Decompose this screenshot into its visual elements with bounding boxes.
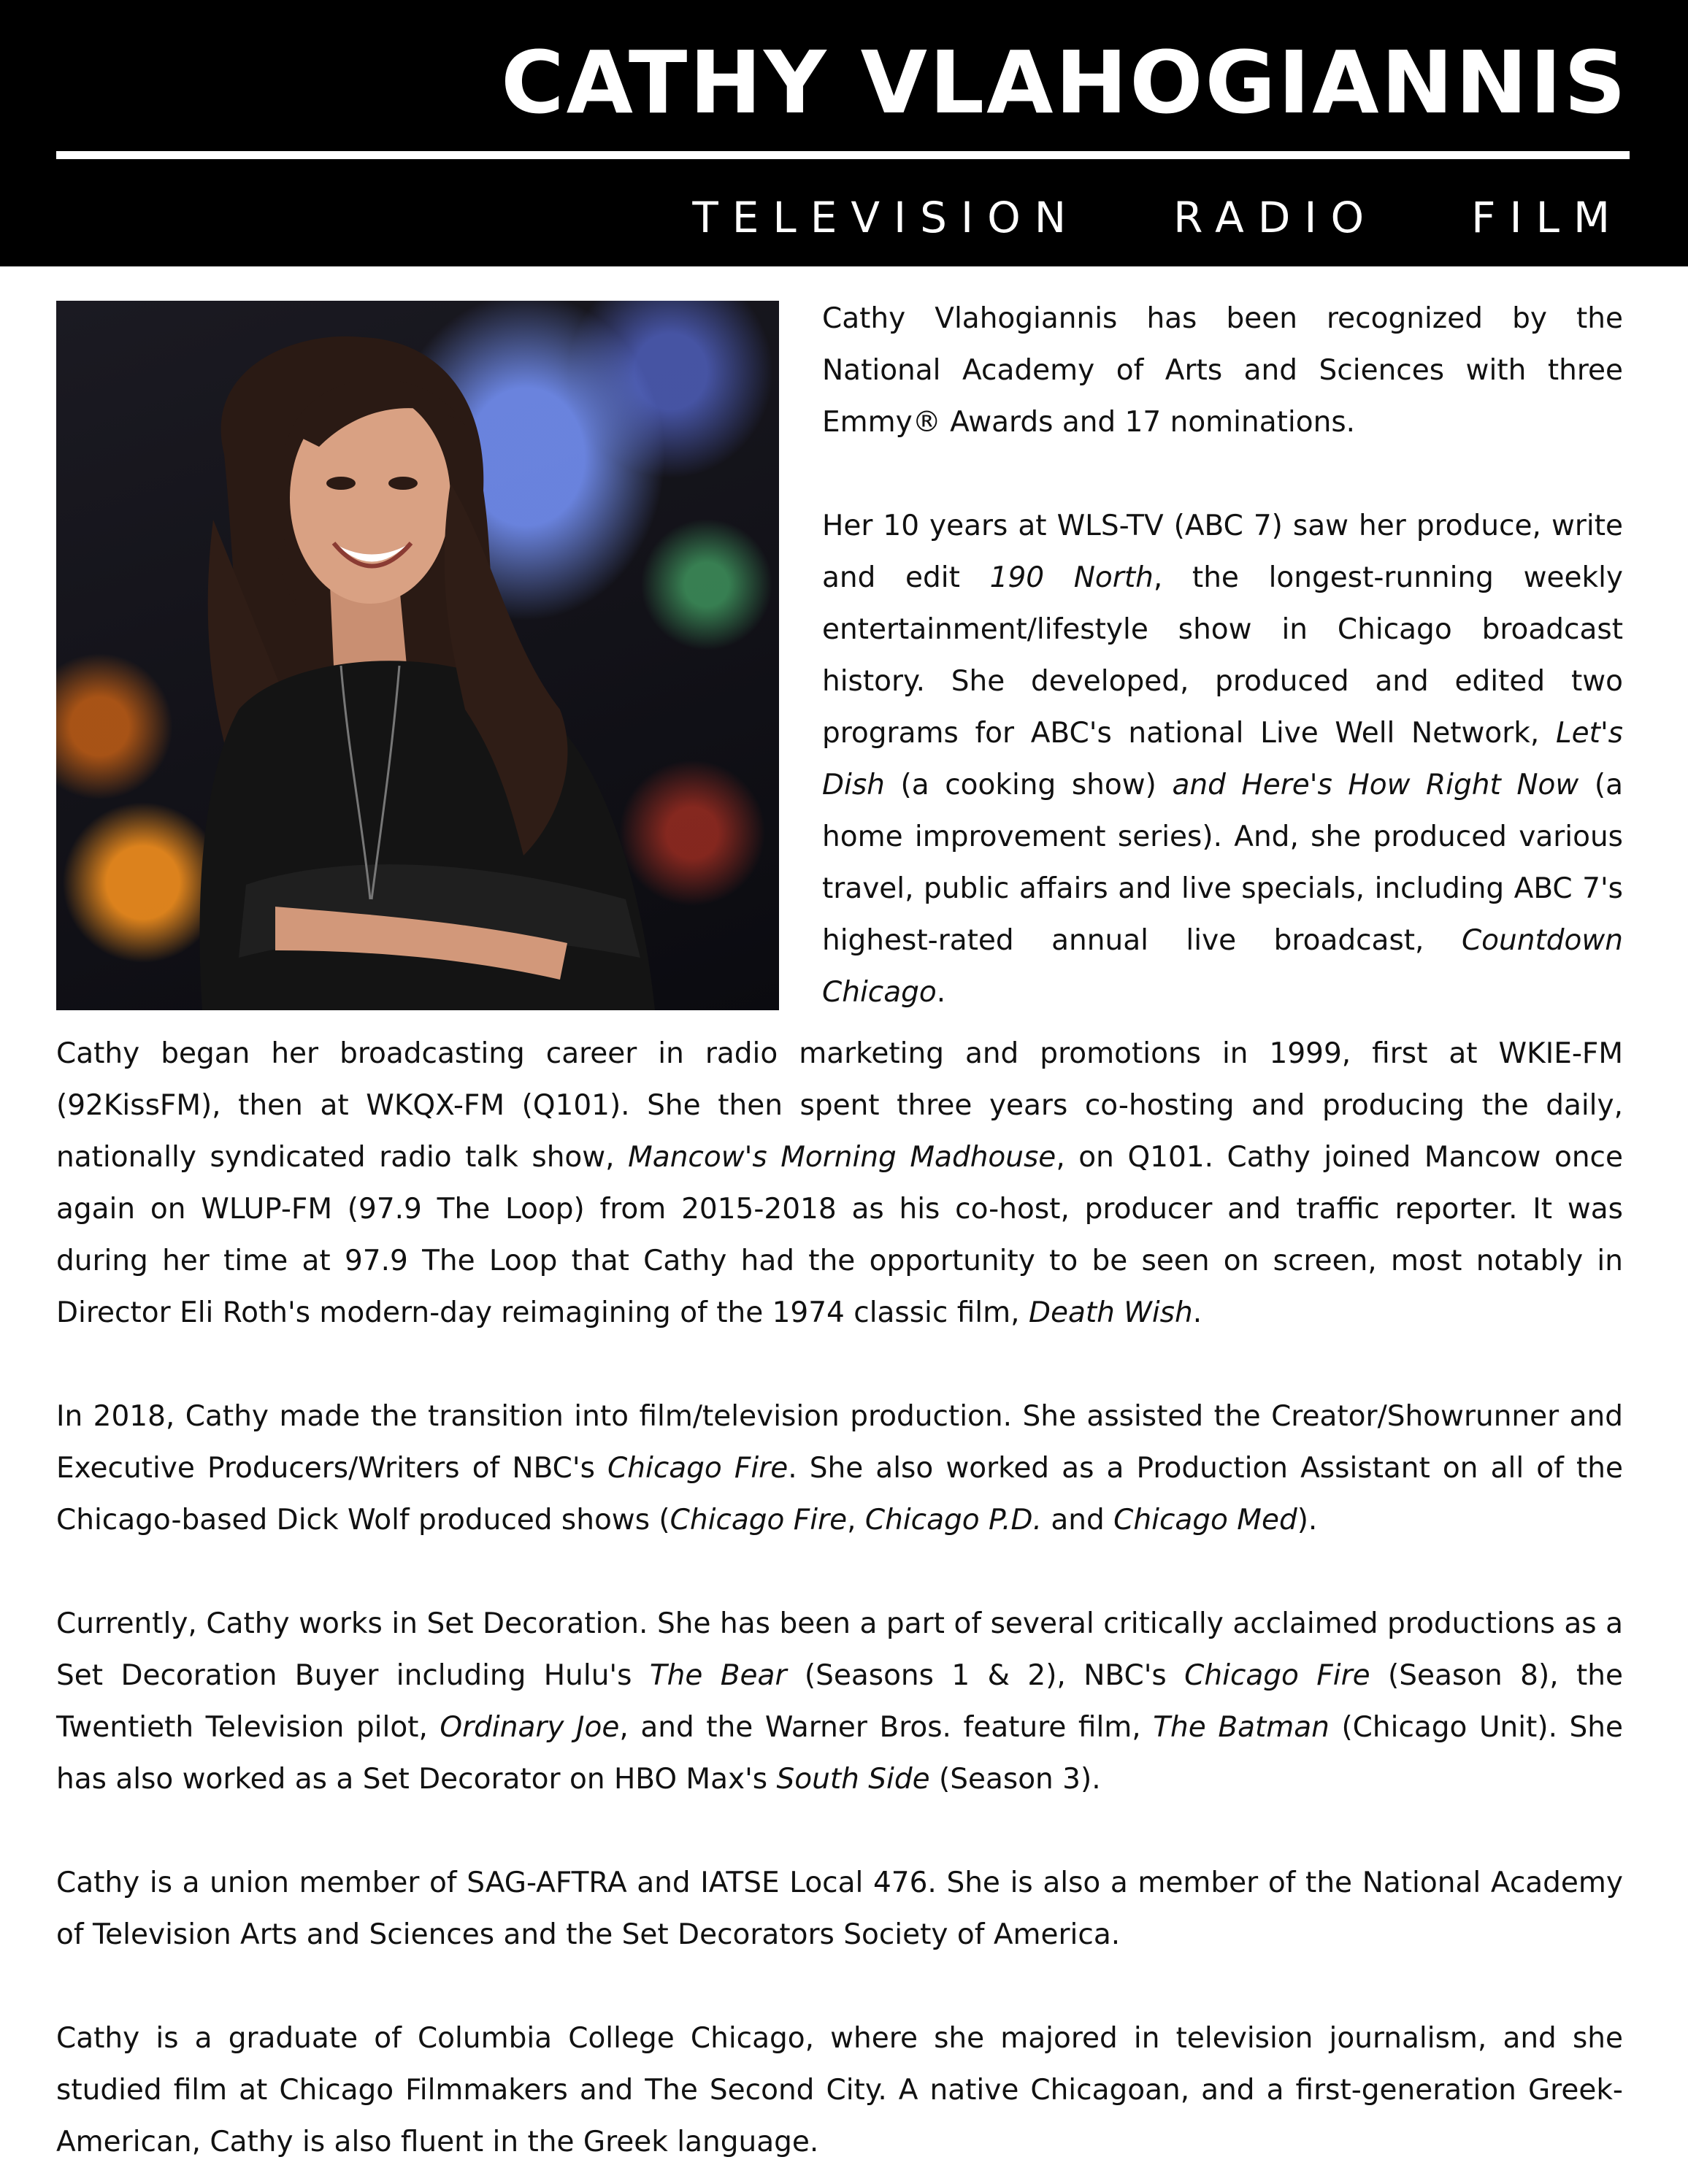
film-title: Death Wish [1028, 1296, 1193, 1329]
setdec-text-2: (Seasons 1 & 2), NBC's [786, 1659, 1185, 1692]
disciplines-list [692, 188, 1624, 247]
radio-text-3: . [1192, 1296, 1202, 1329]
radio-text-1: Cathy began her broadcasting career in radio marketing and promotions in 1999, first at WKIE-FM (92KissFM), then at WKQX-FM (Q101). She then spent three years co-hosting and producing the daily, nationally syndicated radio talk show, [56, 1037, 1623, 1174]
wls-text-4: (a home improvement series). And, she produced various travel, public affairs and live specials, including ABC 7's highest-rated annual live broadcast, [822, 769, 1623, 957]
portrait-photo [56, 301, 779, 1010]
bio-paragraph-awards [822, 293, 1623, 448]
show-title: Countdown Chicago [822, 924, 1623, 1009]
education-text: Cathy is a graduate of Columbia College Chicago, where she majored in television journalism, and she studied film at Chicago Filmmakers and The Second City. A native Chicagoan, and a first-generation Greek-American, Cathy is also fluent in the Greek language. [56, 2022, 1623, 2158]
memberships-text: Cathy is a union member of SAG-AFTRA and IATSE Local 476. She is also a member of the National Academy of Television Arts and Sciences and the Set Decorators Society of America. [56, 1866, 1623, 1951]
production-text-5: ). [1297, 1504, 1318, 1537]
bio-paragraph-wls [822, 500, 1623, 1018]
setdec-text-4: , and the Warner Bros. feature film, [619, 1711, 1154, 1744]
show-title: Chicago Fire [607, 1452, 789, 1485]
portrait-illustration [56, 301, 779, 1010]
page-title: CATHY VLAHOGIANNIS [501, 32, 1628, 133]
radio-text-2: , on Q101. Cathy joined Mancow once again on WLUP-FM (97.9 The Loop) from 2015-2018 as his co-host, producer and traffic reporter. It was during her time at 97.9 The Loop that Cathy had the opportunity to be seen on screen, most notably in Director Eli Roth's modern-day reimagining of the 1974 classic film, [56, 1141, 1623, 1329]
header-divider [56, 151, 1630, 159]
show-title: Mancow's Morning Madhouse [628, 1141, 1056, 1174]
production-text-4: and [1042, 1504, 1114, 1537]
production-text-1: In 2018, Cathy made the transition into film/television production. She assisted the Creator/Showrunner and Executive Producers/Writers of NBC's [56, 1400, 1623, 1485]
show-title: Chicago Fire [670, 1504, 848, 1537]
bio-paragraph-memberships [56, 1857, 1623, 1961]
production-text-2: . She also worked as a Production Assistant on all of the Chicago-based Dick Wolf produced shows ( [56, 1452, 1624, 1537]
show-title: Chicago Fire [1184, 1659, 1370, 1692]
bio-paragraph-production [56, 1391, 1623, 1546]
wls-text-5: . [936, 976, 946, 1009]
show-title: Ordinary Joe [440, 1711, 620, 1744]
bio-paragraph-set-decoration [56, 1598, 1623, 1805]
production-text-3: , [847, 1504, 865, 1537]
wls-text-1: Her 10 years at WLS-TV (ABC 7) saw her produce, write and edit [822, 510, 1623, 594]
header-banner [0, 0, 1688, 266]
discipline-film: FILM [1471, 193, 1624, 242]
wls-text-3: (a cooking show) [884, 769, 1173, 801]
setdec-text-1: Currently, Cathy works in Set Decoration. She has been a part of several critically acclaimed productions as a Set Decoration Buyer including Hulu's [56, 1607, 1623, 1692]
bio-paragraph-education [56, 2012, 1623, 2168]
show-title: Chicago P.D. [864, 1504, 1042, 1537]
bio-paragraph-radio [56, 1028, 1623, 1339]
discipline-television: TELEVISION [692, 193, 1081, 242]
setdec-text-3: (Season 8), the Twentieth Television pilot, [56, 1659, 1624, 1744]
show-title: 190 North [989, 561, 1154, 594]
show-title: The Bear [649, 1659, 787, 1692]
show-title: South Side [776, 1763, 930, 1796]
discipline-radio: RADIO [1173, 193, 1378, 242]
wls-text-2: , the longest-running weekly entertainment/lifestyle show in Chicago broadcast history. She developed, produced and edited two programs for ABC's national Live Well Network, [822, 561, 1624, 750]
awards-text: Cathy Vlahogiannis has been recognized by the National Academy of Arts and Sciences with three Emmy® Awards and 17 nominations. [822, 302, 1623, 439]
setdec-text-6: (Season 3). [929, 1763, 1101, 1796]
setdec-text-5: (Chicago Unit). She has also worked as a Set Decorator on HBO Max's [56, 1711, 1623, 1796]
bio-main-column [56, 1028, 1623, 2168]
bio-intro-column [822, 293, 1623, 1018]
film-title: The Batman [1153, 1711, 1330, 1744]
show-title: Let's Dish [822, 717, 1623, 801]
show-title: Chicago Med [1113, 1504, 1297, 1537]
show-title: and Here's How Right Now [1172, 769, 1579, 801]
